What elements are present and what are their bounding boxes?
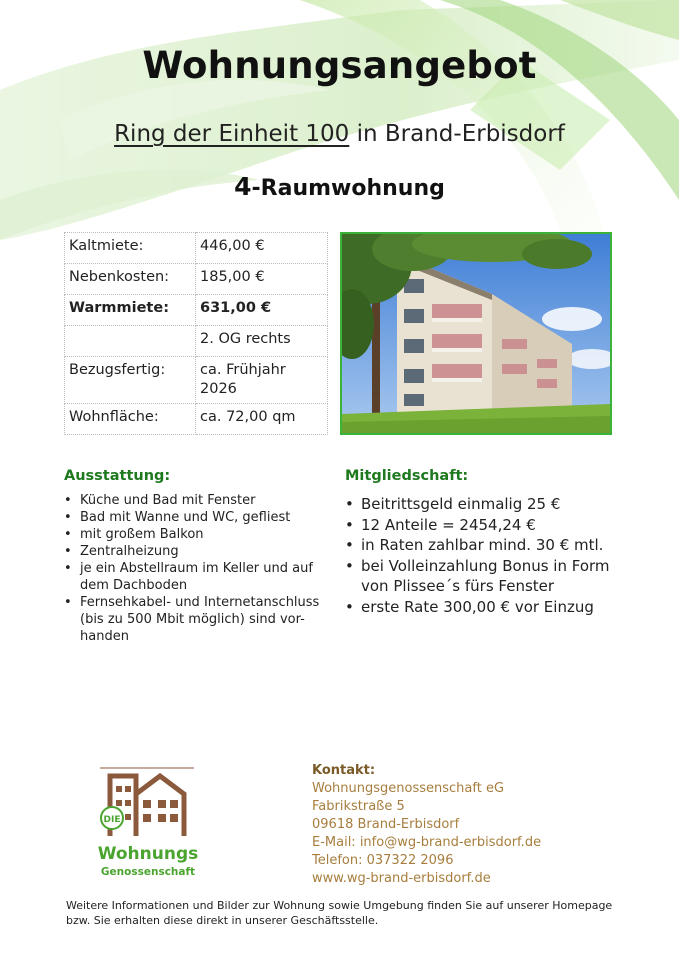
contact-block — [312, 762, 541, 888]
list-item: • Zentralheizung — [64, 543, 334, 560]
list-item: • Beitrittsgeld einmalig 25 € — [345, 494, 625, 515]
list-item: • mit großem Balkon — [64, 526, 334, 543]
company-logo — [98, 766, 198, 884]
mitgliedschaft-title: Mitgliedschaft: — [345, 468, 469, 484]
facts-row-nebenkosten — [65, 264, 328, 295]
facts-row-bezugsfertig — [65, 357, 328, 404]
ausstattung-title: Ausstattung: — [64, 468, 171, 484]
facts-row-wohnflaeche — [65, 404, 328, 435]
facts-value: 631,00 € — [196, 295, 328, 326]
facts-label: Wohnfläche: — [65, 404, 196, 435]
facts-value: 185,00 € — [196, 264, 328, 295]
logo-word-wohnungs: Wohnungs — [98, 844, 198, 864]
contact-website[interactable]: www.wg-brand-erbisdorf.de — [312, 871, 491, 886]
mitgliedschaft-list — [345, 494, 625, 617]
logo-word-genossenschaft: Genossenschaft — [100, 866, 196, 878]
facts-value: 2. OG rechts — [196, 326, 328, 357]
facts-value: 446,00 € — [196, 233, 328, 264]
facts-label — [65, 326, 196, 357]
facts-row-floor — [65, 326, 328, 357]
list-item: • Fernsehkabel- und Internetanschluss (bis zu 500 Mbit möglich) sind vor-handen — [64, 594, 334, 645]
contact-company: Wohnungsgenossenschaft eG — [312, 781, 505, 796]
facts-table — [64, 232, 328, 435]
facts-label: Bezugsfertig: — [65, 357, 196, 404]
facts-value: ca. Frühjahr 2026 — [196, 357, 328, 404]
footer-note: Weitere Informationen und Bilder zur Wohnung sowie Umgebung finden Sie auf unserer Homepage bzw. Sie erhalten diese direkt in unserer Geschäftsstelle. — [66, 899, 613, 927]
contact-phone: Telefon: 037322 2096 — [312, 853, 454, 868]
contact-title: Kontakt: — [312, 763, 376, 778]
address-city: in Brand-Erbisdorf — [356, 121, 565, 147]
list-item: • in Raten zahlbar mind. 30 € mtl. — [345, 535, 625, 556]
page-title: Wohnungsangebot — [142, 44, 537, 87]
facts-row-warmmiete — [65, 295, 328, 326]
address-street: Ring der Einheit 100 — [114, 121, 350, 147]
facts-value: ca. 72,00 qm — [196, 404, 328, 435]
rooms-label: -Raumwohnung — [251, 176, 445, 201]
logo-badge: DIE — [103, 815, 121, 825]
rooms-heading — [0, 172, 679, 201]
facts-row-kaltmiete — [65, 233, 328, 264]
facts-label: Kaltmiete: — [65, 233, 196, 264]
list-item: • Küche und Bad mit Fenster — [64, 492, 334, 509]
address-line — [0, 121, 679, 147]
building-photo — [340, 232, 612, 435]
contact-email[interactable]: E-Mail: info@wg-brand-erbisdorf.de — [312, 835, 542, 850]
facts-label: Warmmiete: — [65, 295, 196, 326]
list-item: • Bad mit Wanne und WC, gefliest — [64, 509, 334, 526]
facts-label: Nebenkosten: — [65, 264, 196, 295]
ausstattung-list — [64, 492, 334, 645]
list-item: • erste Rate 300,00 € vor Einzug — [345, 597, 625, 618]
list-item: • 12 Anteile = 2454,24 € — [345, 515, 625, 536]
building-illustration — [342, 234, 610, 433]
contact-street: Fabrikstraße 5 — [312, 799, 405, 814]
contact-city: 09618 Brand-Erbisdorf — [312, 817, 460, 832]
rooms-number: 4 — [234, 172, 252, 201]
list-item: • bei Volleinzahlung Bonus in Form von Plissee´s fürs Fenster — [345, 556, 625, 597]
list-item: • je ein Abstellraum im Keller und auf dem Dachboden — [64, 560, 334, 594]
